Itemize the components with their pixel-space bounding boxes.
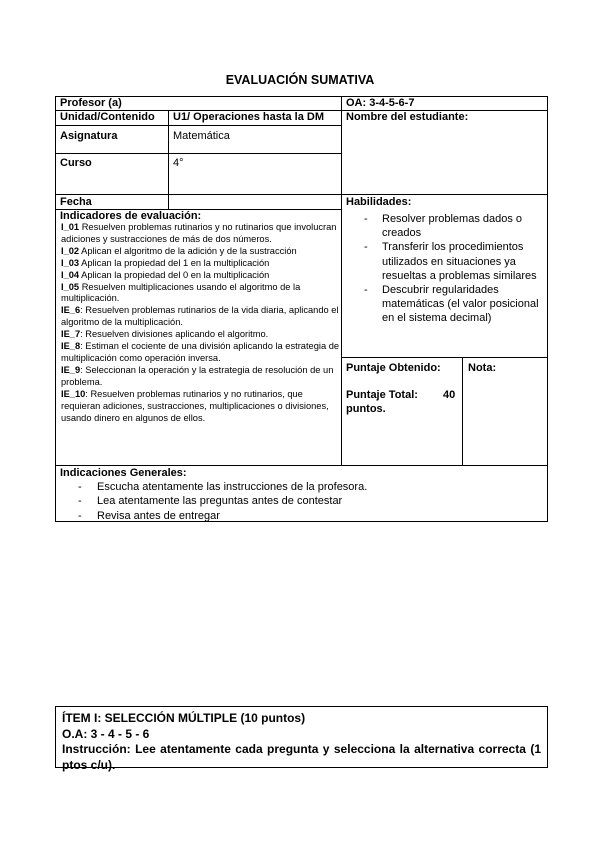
asignatura-label: Asignatura	[60, 130, 118, 142]
indicadores-list	[61, 222, 344, 424]
row-divider	[55, 194, 548, 195]
unidad-value: U1/ Operaciones hasta la DM	[173, 111, 324, 123]
row-divider	[341, 357, 548, 358]
unidad-label: Unidad/Contenido	[60, 111, 155, 123]
puntaje-total-unit: puntos.	[346, 403, 386, 415]
item-instruction: Instrucción: Lee atentamente cada pregunta y selecciona la alternativa correcta (1 ptos c/u).	[62, 742, 541, 772]
indicaciones-list	[61, 480, 367, 523]
indicaciones-heading: Indicaciones Generales:	[60, 467, 187, 479]
item-oa: O.A: 3 - 4 - 5 - 6	[62, 726, 150, 741]
habilidades-list	[348, 212, 544, 326]
list-item: - Escucha atentamente las instrucciones de la profesora.	[61, 480, 367, 494]
list-item: - Descubrir regularidades matemáticas (el valor posicional en el sistema decimal)	[348, 283, 544, 326]
indicadores-heading: Indicadores de evaluación:	[60, 210, 202, 222]
column-divider	[168, 110, 169, 209]
item-section	[55, 706, 548, 772]
list-item: IE_6: Resuelven problemas rutinarios de la vida diaria, aplicando el algoritmo de la multiplicación.	[61, 305, 339, 328]
list-item: - Lea atentamente las preguntas antes de contestar	[61, 494, 367, 508]
list-item: I_02 Aplican el algoritmo de la adición y de la sustracción	[61, 245, 297, 256]
column-divider	[462, 357, 463, 465]
item-title: ÍTEM I: SELECCIÓN MÚLTIPLE (10 puntos)	[62, 711, 306, 725]
page-title: EVALUACIÓN SUMATIVA	[225, 73, 375, 87]
list-item: I_05 Resuelven multiplicaciones usando el algoritmo de la multiplicación.	[61, 281, 301, 304]
row-divider	[55, 153, 341, 154]
nota-label: Nota:	[468, 362, 497, 374]
list-item: IE_9: Seleccionan la operación y la estrategia de resolución de un problema.	[61, 364, 334, 387]
list-item: - Transferir los procedimientos utilizados en situaciones ya resueltas a problemas similares	[348, 240, 544, 283]
list-item: I_03 Aplican la propiedad del 1 en la multiplicación	[61, 257, 270, 268]
list-item: - Revisa antes de entregar	[61, 509, 367, 523]
list-item: IE_8: Estiman el cociente de una división aplicando la estrategia de multiplicación como operación inversa.	[61, 341, 340, 363]
profesor-label: Profesor (a)	[60, 97, 122, 109]
list-item: IE_10: Resuelven problemas rutinarios y no rutinarios, que requieran adiciones, sustracciones, multiplicaciones o divisiones, usando dinero en algunos de ellos.	[61, 388, 329, 423]
row-divider	[55, 125, 341, 126]
list-item: I_04 Aplican la propiedad del 0 en la multiplicación	[61, 269, 270, 280]
oa-label: OA: 3-4-5-6-7	[346, 97, 415, 109]
habilidades-label: Habilidades:	[346, 196, 412, 208]
fecha-label: Fecha	[60, 196, 92, 208]
list-item: I_01 Resuelven problemas rutinarios y no rutinarios que involucran adiciones y sustracciones de más de dos números.	[61, 222, 337, 244]
nombre-estudiante-label: Nombre del estudiante:	[346, 111, 469, 123]
curso-value: 4°	[173, 157, 184, 169]
puntaje-total-value: 40	[443, 389, 456, 401]
row-divider	[55, 465, 548, 466]
asignatura-value: Matemática	[173, 130, 230, 142]
list-item: IE_7: Resuelven divisiones aplicando el algoritmo.	[61, 329, 269, 340]
curso-label: Curso	[60, 157, 92, 169]
puntaje-total-label: Puntaje Total:	[346, 389, 418, 401]
puntaje-obtenido-label: Puntaje Obtenido:	[346, 362, 441, 374]
list-item: - Resolver problemas dados o creados	[348, 212, 544, 240]
